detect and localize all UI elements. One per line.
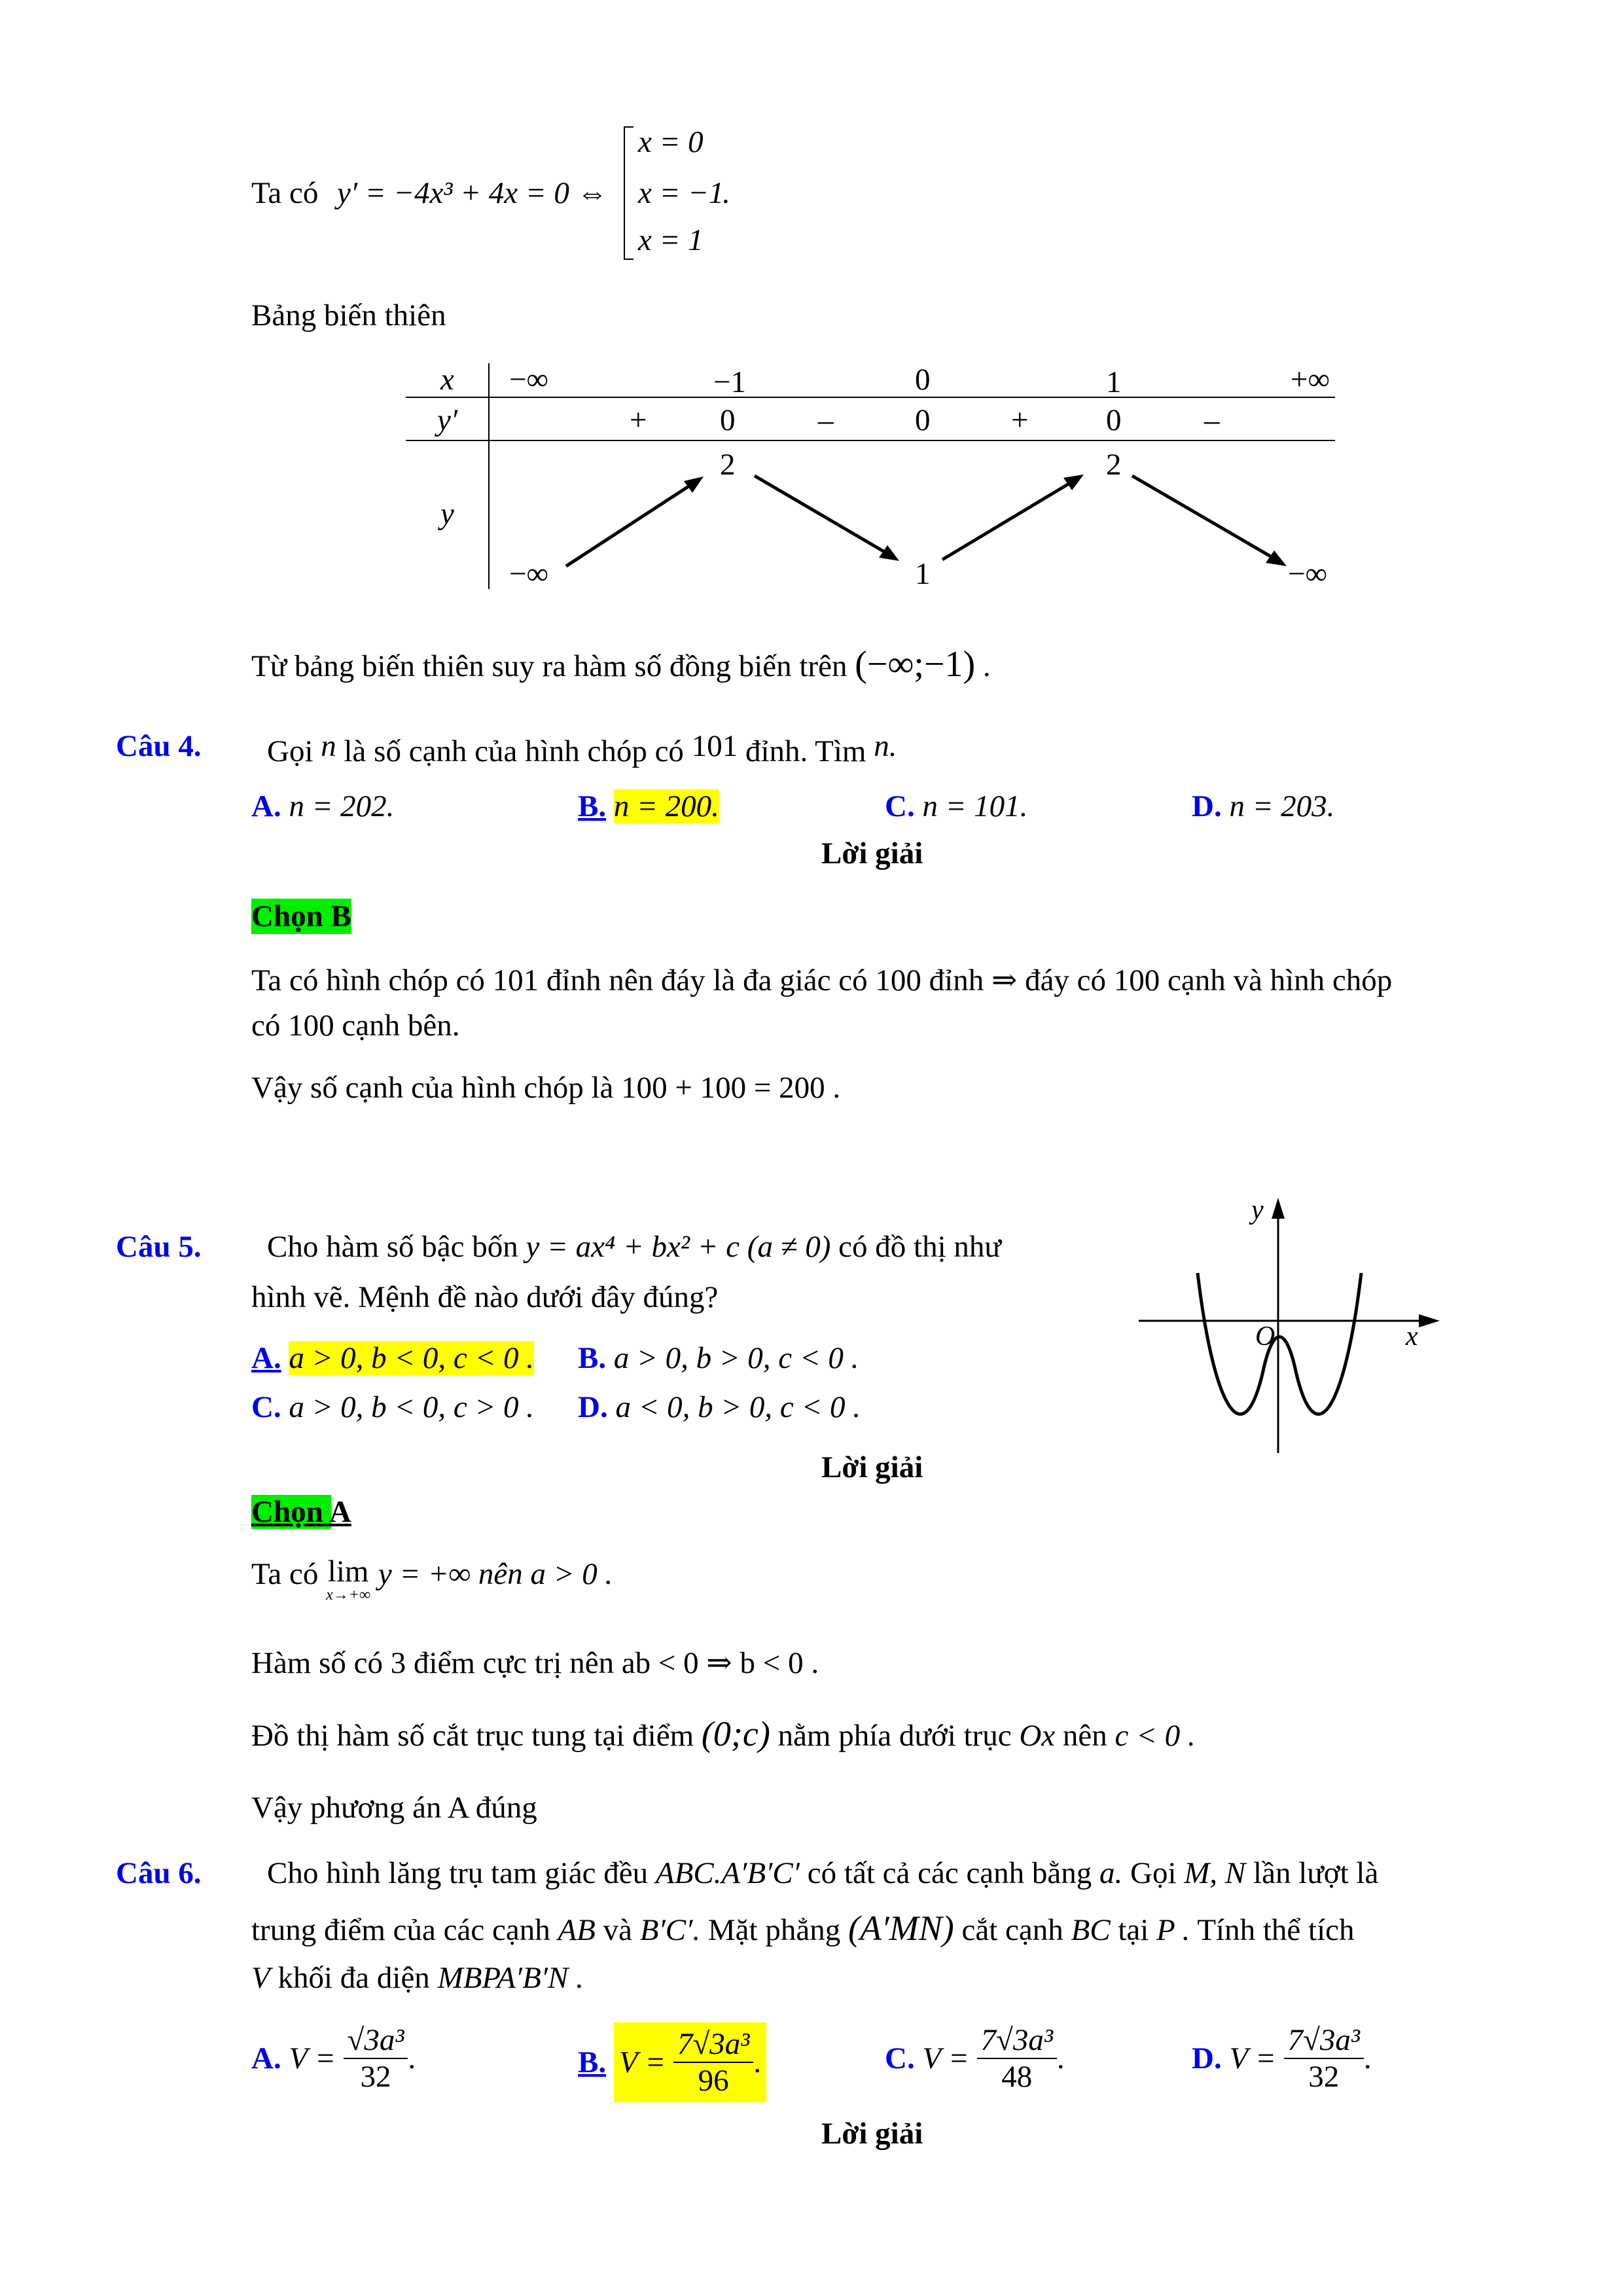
sign-minus-1: – [818, 403, 834, 437]
sign-zero-2: 0 [915, 403, 931, 437]
q4-solution-3: Vậy số cạnh của hình chóp là 100 + 100 = 200 . [251, 1071, 841, 1105]
bbt-title: Bảng biến thiên [251, 298, 446, 332]
q6-option-d-den: 32 [1308, 2060, 1340, 2094]
q6-mn: M, N [1184, 1856, 1246, 1890]
q6-line1-a: Cho hình lăng trụ tam giác đều [267, 1856, 649, 1890]
q6-option-a-den: 32 [360, 2060, 391, 2094]
q5-solution-2: Hàm số có 3 điểm cực trị nên ab < 0 ⇒ b < 0 . [251, 1646, 819, 1680]
q5-solution-1 [251, 1556, 613, 1603]
q4-question [267, 728, 897, 769]
q4-option-a-key: A. [251, 789, 281, 823]
q4-option-a-value: n = 202. [289, 789, 395, 823]
q4-solution-2: có 100 cạnh bên. [251, 1009, 460, 1043]
q6-poly: MBPA′B′N . [437, 1961, 584, 1995]
q5-option-b[interactable] [578, 1340, 859, 1376]
q4-var-n: n [321, 729, 336, 763]
q5-option-b-key: B. [578, 1341, 607, 1375]
case-x0: x = 0 [638, 125, 704, 159]
q5-option-d-value: a < 0, b > 0, c < 0 . [615, 1390, 861, 1424]
sign-zero-3: 0 [1106, 403, 1122, 437]
y-max-1: 2 [720, 448, 736, 482]
y-max-2: 2 [1106, 448, 1122, 482]
q4-option-d-value: n = 203. [1229, 789, 1335, 823]
q6-option-d-key: D. [1192, 2041, 1222, 2075]
x-neg-one: −1 [713, 365, 747, 399]
q5-lim-word: lim [327, 1554, 369, 1588]
q6-option-c-key: C. [885, 2041, 915, 2075]
q4-label: Câu 4. [116, 729, 202, 763]
q5-sol3-a: Đồ thị hàm số cắt trục tung tại điểm [251, 1719, 694, 1753]
q6-line1-b: có tất cả các cạnh bằng [807, 1856, 1092, 1890]
conclusion [251, 643, 991, 685]
q6-plane: (A′MN) [847, 1909, 954, 1948]
q6-line2-a: trung điểm của các cạnh [251, 1913, 550, 1947]
q6-option-d[interactable]: D. V = $\frac{\text{7√3a³}}{32}$ . [1192, 2023, 1372, 2094]
derivative-equation: y′ = −4x³ + 4x = 0 ⇔ [337, 176, 608, 210]
q4-num: 101 [691, 729, 738, 763]
q5-question-line1 [267, 1229, 1001, 1265]
graph-origin-label: O [1255, 1321, 1275, 1352]
graph-x-label: x [1406, 1321, 1418, 1352]
q5-chon-text: Chọn A [251, 1495, 351, 1529]
q6-bc2: BC [1071, 1913, 1111, 1947]
x-neg-inf: −∞ [509, 363, 549, 397]
q6-option-b-key: B. [578, 2045, 607, 2079]
q6-prism: ABC.A′B′C′ [655, 1856, 800, 1890]
q6-line3-a: khối đa diện [277, 1961, 430, 1995]
q6-a-var: a. [1099, 1856, 1123, 1890]
q5-option-c-key: C. [251, 1390, 281, 1424]
q6-label: Câu 6. [116, 1856, 202, 1890]
interval: (−∞;−1) [855, 644, 976, 685]
q5-sol3-ox: Ox [1019, 1719, 1056, 1753]
q6-line3 [251, 1960, 584, 1996]
q6-option-d-prefix: V = [1229, 2041, 1276, 2075]
table-y-label: y [440, 497, 454, 531]
q6-line2-d: Tính thể tích [1197, 1913, 1355, 1947]
q6-option-d-num: 7√3a³ [1284, 2022, 1364, 2059]
x-pos-inf: +∞ [1291, 363, 1330, 397]
q6-option-a-prefix: V = [289, 2041, 336, 2075]
q5-sol3-b: nằm phía dưới trục [777, 1719, 1012, 1753]
q6-option-c-num: 7√3a³ [977, 2022, 1057, 2059]
q5-formula: y = ax⁴ + bx² + c (a ≠ 0) [526, 1230, 831, 1264]
q6-line1-d: lần lượt là [1253, 1856, 1379, 1890]
q6-option-d-frac [1284, 2022, 1364, 2094]
sign-zero-1: 0 [720, 403, 736, 437]
q6-option-c[interactable]: C. V = $\frac{\text{7√3a³}}{48}$ . [885, 2023, 1065, 2094]
q5-lim-sub: x→+∞ [326, 1587, 371, 1604]
q4-option-b-value: n = 200. [613, 789, 719, 823]
y-neg-inf-right: −∞ [1288, 557, 1328, 591]
graph-y-label: y [1251, 1195, 1264, 1225]
q4-solution-1: Ta có hình chóp có 101 đỉnh nên đáy là đa giác có 100 đỉnh ⇒ đáy có 100 cạnh và hình chóp [251, 963, 1393, 997]
q5-option-a-value: a > 0, b < 0, c < 0 . [289, 1341, 534, 1375]
q5-option-a[interactable] [251, 1340, 534, 1376]
q4-loi-giai: Lời giải [821, 836, 923, 870]
q4-option-d-key: D. [1192, 789, 1222, 823]
q4-option-b[interactable] [578, 789, 719, 824]
q6-option-b[interactable] [578, 2022, 766, 2102]
q5-lim [326, 1556, 370, 1603]
q6-option-b-frac [673, 2026, 753, 2098]
case-x1: x = 1 [638, 223, 704, 257]
q6-option-a-key: A. [251, 2041, 281, 2075]
q5-label: Câu 5. [116, 1230, 202, 1264]
q4-text-c: đỉnh. Tìm [745, 734, 866, 768]
y-neg-inf-left: −∞ [509, 557, 549, 591]
q4-option-d[interactable] [1192, 789, 1334, 824]
q6-line1-c: Gọi [1130, 1856, 1177, 1890]
q6-tai: tại [1118, 1913, 1149, 1947]
q6-v: V [251, 1961, 270, 1995]
q5-chon [251, 1494, 351, 1530]
q5-line1-b: có đồ thị như [838, 1230, 1001, 1264]
q5-option-d-key: D. [578, 1390, 608, 1424]
period: . [722, 176, 730, 210]
q5-sol3-c: nên [1062, 1719, 1107, 1753]
q4-var-n2: n. [874, 729, 897, 763]
q5-option-a-key: A. [251, 1341, 281, 1375]
q4-option-a[interactable] [251, 789, 394, 824]
q6-option-b-den: 96 [698, 2064, 729, 2098]
q6-line1 [267, 1856, 1378, 1891]
q4-text-a: Gọi [267, 734, 313, 768]
q4-option-c[interactable] [885, 789, 1027, 824]
sign-plus-2: + [1011, 403, 1029, 437]
y-min: 1 [915, 557, 931, 591]
sign-minus-2: – [1204, 403, 1220, 437]
q5-sol3-cval: c < 0 . [1115, 1719, 1196, 1753]
q5-sol3-point: (0;c) [701, 1714, 770, 1753]
x-zero: 0 [915, 363, 931, 397]
case-x-1: x = −1 [638, 176, 724, 210]
q5-option-d[interactable] [578, 1390, 861, 1425]
q6-bc: B′C′. [639, 1913, 701, 1947]
q6-line2-c: cắt cạnh [961, 1913, 1063, 1947]
q6-option-c-prefix: V = [922, 2041, 969, 2075]
q5-option-c-value: a > 0, b < 0, c > 0 . [289, 1390, 534, 1424]
q6-option-c-frac [977, 2022, 1057, 2094]
q4-option-c-key: C. [885, 789, 915, 823]
q6-p: P . [1156, 1913, 1190, 1947]
q5-question-line2: hình vẽ. Mệnh đề nào dưới đây đúng? [251, 1280, 719, 1314]
q6-va: và [603, 1913, 633, 1947]
q6-line2 [251, 1908, 1355, 1948]
table-yprime-label: y′ [437, 403, 458, 437]
q5-option-c[interactable] [251, 1390, 534, 1425]
q5-line1-a: Cho hàm số bậc bốn [267, 1230, 518, 1264]
q5-sol1-a: Ta có [251, 1557, 319, 1591]
q5-loi-giai: Lời giải [821, 1450, 923, 1484]
q5-solution-4: Vậy phương án A đúng [251, 1791, 537, 1825]
q5-solution-3 [251, 1713, 1196, 1754]
q6-ab: AB [558, 1913, 596, 1947]
q6-option-a-frac [344, 2022, 408, 2094]
q4-text-b: là số cạnh của hình chóp có [344, 734, 684, 768]
q6-loi-giai: Lời giải [821, 2117, 923, 2151]
q6-option-a-num: √3a³ [344, 2022, 408, 2059]
table-x-label: x [440, 363, 454, 397]
q4-option-b-key: B. [578, 789, 607, 823]
q6-option-b-highlight: V = $\frac{\text{7√3a³}}{96}$ . [614, 2022, 766, 2102]
q4-option-c-value: n = 101. [922, 789, 1028, 823]
text-ta-co: Ta có [251, 176, 319, 210]
sign-plus-1: + [630, 403, 647, 437]
q6-line2-b: Mặt phẳng [707, 1913, 841, 1947]
q5-option-b-value: a > 0, b > 0, c < 0 . [613, 1341, 859, 1375]
q4-chon: Chọn B [251, 899, 351, 933]
cases-bracket [622, 124, 635, 262]
q6-option-a[interactable]: A. V = $\frac{\text{√3a³}}{32}$ . [251, 2023, 416, 2094]
conclusion-end: . [982, 649, 991, 683]
q6-option-c-den: 48 [1001, 2060, 1033, 2094]
q6-option-b-num: 7√3a³ [673, 2026, 753, 2063]
conclusion-text: Từ bảng biến thiên suy ra hàm số đồng biến trên [251, 649, 847, 683]
q6-option-b-prefix: V = [618, 2045, 666, 2079]
q5-sol1-b: y = +∞ nên a > 0 . [378, 1557, 613, 1591]
x-one: 1 [1106, 365, 1122, 399]
